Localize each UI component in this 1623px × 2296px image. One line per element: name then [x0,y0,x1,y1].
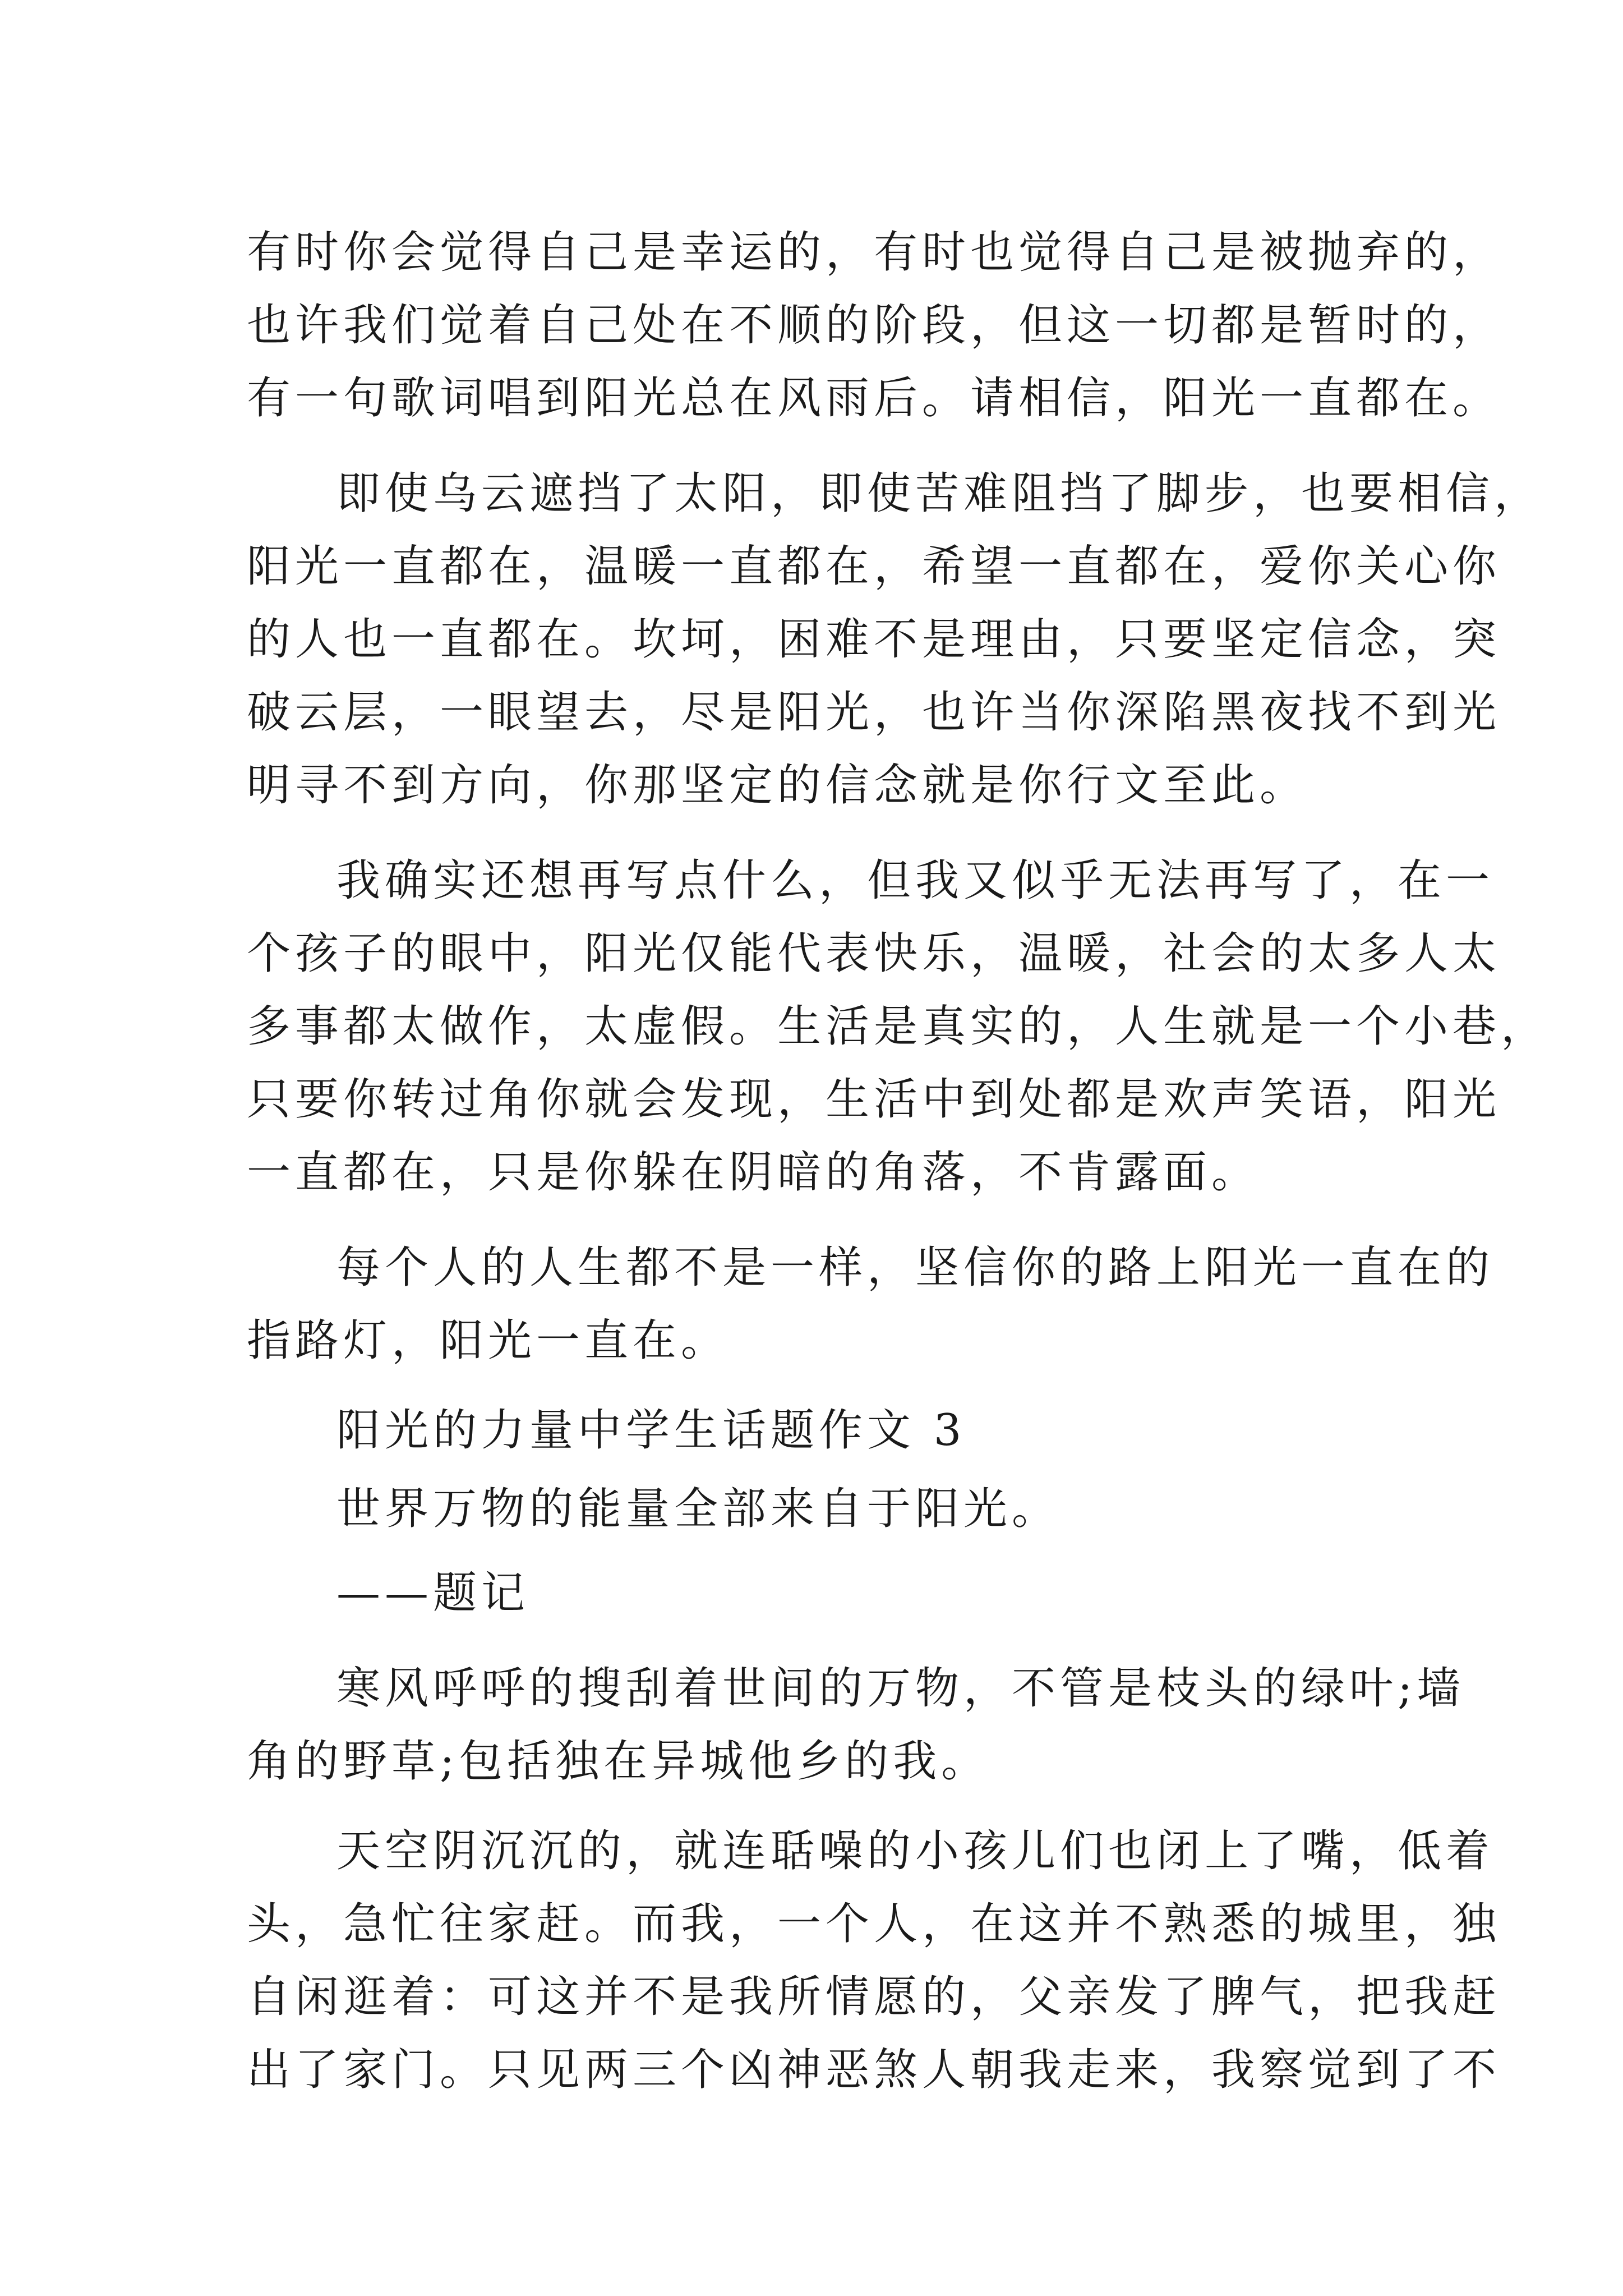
text-line: 个孩子的眼中，阳光仅能代表快乐，温暖，社会的太多人太 [247,928,1501,979]
text-line: 也许我们觉着自己处在不顺的阶段，但这一切都是暂时的， [247,300,1501,351]
text-line: 有时你会觉得自己是幸运的，有时也觉得自己是被抛弃的， [247,227,1501,278]
text-line: 天空阴沉沉的，就连聒噪的小孩儿们也闭上了嘴，低着 [336,1826,1495,1876]
text-line: 出了家门。只见两三个凶神恶煞人朝我走来，我察觉到了不 [247,2045,1501,2095]
text-line: 指路灯，阳光一直在。 [247,1315,730,1366]
text-line: 阳光一直都在，温暖一直都在，希望一直都在，爱你关心你 [247,541,1501,592]
text-line: 即使乌云遮挡了太阳，即使苦难阻挡了脚步，也要相信， [336,468,1543,519]
epigraph-attribution: ——题记 [336,1568,530,1618]
text-line: 我确实还想再写点什么，但我又似乎无法再写了，在一 [336,855,1495,906]
text-line: 的人也一直都在。坎坷，困难不是理由，只要坚定信念，突 [247,614,1501,665]
text-line: 头，急忙往家赶。而我，一个人，在这并不熟悉的城里，独 [247,1899,1501,1949]
text-line: 寒风呼呼的搜刮着世间的万物，不管是枝头的绿叶;墙 [336,1663,1465,1714]
epigraph-line: 世界万物的能量全部来自于阳光。 [336,1484,1061,1534]
text-line: 角的野草;包括独在异城他乡的我。 [247,1736,990,1787]
text-line: 多事都太做作，太虚假。生活是真实的，人生就是一个小巷， [247,1001,1550,1052]
text-line: 一直都在，只是你躲在阴暗的角落，不肯露面。 [247,1147,1260,1198]
text-line: 有一句歌词唱到阳光总在风雨后。请相信，阳光一直都在。 [247,373,1501,424]
text-line: 每个人的人生都不是一样，坚信你的路上阳光一直在的 [336,1243,1495,1293]
text-line: 破云层，一眼望去，尽是阳光，也许当你深陷黑夜找不到光 [247,687,1501,738]
section-heading: 阳光的力量中学生话题作文 3 [336,1405,966,1456]
text-line: 明寻不到方向，你那坚定的信念就是你行文至此。 [247,760,1308,811]
text-line: 自闲逛着：可这并不是我所情愿的，父亲发了脾气，把我赶 [247,1972,1501,2022]
text-line: 只要你转过角你就会发现，生活中到处都是欢声笑语，阳光 [247,1074,1501,1125]
